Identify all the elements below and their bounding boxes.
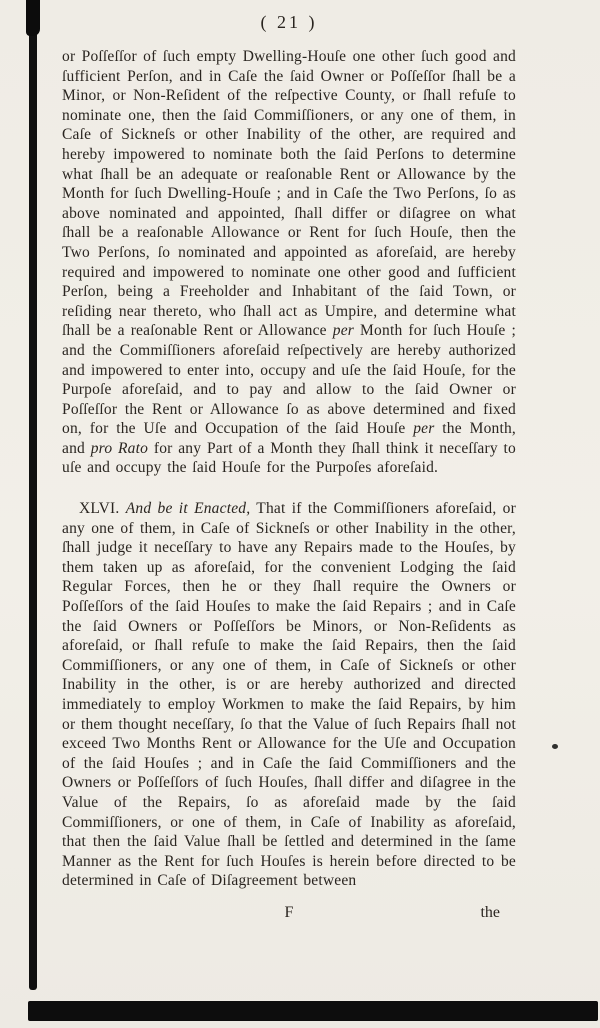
text-segment: or Poſſeſſor of ſuch empty Dwelling-Houſe one other ſuch good and ſufficient Perſon, and in Caſe the ſaid Owner or Poſſeſſor ſhall be a Minor, or Non-Reſident of the reſpective County, or ſhall refuſe to nominate one, then the ſaid Commiſſioners, or any one of them, in Caſe of Sickneſs or other Inability of the other, are required and hereby impowered to nominate both the ſaid Perſons to determine what ſhall be an adequate or reaſonable Rent or Allowance by the Month for ſuch Dwelling-Houſe ; and in Caſe the Two Perſons, ſo as above nominated and appointed, ſhall differ or diſagree on what ſhall be a reaſonable Allowance or Rent for ſuch Houſe, then the Two Perſons, ſo nominated and appointed as aforeſaid, are hereby required and impowered to nominate one other good and ſufficient Perſon, being a Freeholder and Inhabitant of the ſaid Town, or reſiding near thereto, who ſhall act as Umpire, and determine what ſhall be a reaſonable Rent or Allowance	[62, 48, 516, 340]
italic-text-segment: pro Rato	[90, 439, 149, 457]
text-body	[62, 47, 516, 891]
text-segment: for any Part of a Month they ſhall think it neceſſary to uſe and occupy the ſaid Houſe for the Purpoſes aforeſaid.	[62, 439, 516, 477]
page-number: ( 21 )	[260, 12, 318, 32]
paragraph	[62, 499, 516, 891]
signature-mark: F	[284, 903, 294, 921]
text-segment: XLVI.	[79, 500, 126, 518]
scan-artifact-left-bar	[29, 0, 37, 990]
footer-line	[62, 904, 516, 926]
catchword: the	[480, 903, 500, 921]
text-segment: That if the Commiſſioners aforeſaid, or any one of them, in Caſe of Sickneſs or other Inability in the other, ſhall judge it neceſſary to have any Repairs made to the Houſes, by them taken up as aforeſaid, for the convenient Lodging the ſaid Regular Forces, then he or they ſhall require the Owners or Poſſeſſors of the ſaid Houſes to make the ſaid Repairs ; and in Caſe the ſaid Owners or Poſſeſſors be Minors, or Non-Reſidents as aforeſaid, or ſhall refuſe to make the ſaid Repairs, then the ſaid Commiſſioners, or any one of them, in Caſe of Sickneſs or other Inability in the other, is or are hereby authorized and directed immediately to employ Workmen to make the ſaid Repairs, by him or them thought neceſſary, ſo that the Value of ſuch Repairs ſhall not exceed Two Months Rent or Allowance for the Uſe and Occupation of the ſaid Houſes ; and in Caſe the ſaid Commiſſioners and the Owners or Poſſeſſors of ſuch Houſes, ſhall differ and diſagree in the Value of the Repairs, ſo as aforeſaid made by the ſaid Commiſſioners, or one of them, in Caſe of Inability as aforeſaid, that then the ſaid Value ſhall be ſettled and determined in the ſame Manner as the Rent for ſuch Houſes is herein before directed to be determined in Caſe of Diſagreement between	[62, 500, 516, 890]
text-column	[62, 12, 516, 926]
italic-text-segment: per	[332, 322, 355, 340]
italic-text-segment: per	[413, 420, 435, 438]
text-segment: Month for ſuch Houſe ; and the Commiſſioners aforeſaid reſpectively are hereby authorized and impowered to enter into, occupy and uſe the ſaid Houſe, for the Purpoſe aforeſaid, and to pay and allow to the ſaid Owner or Poſſeſſor the Rent or Allowance ſo as above determined and fixed on, for the Uſe and Occupation of the ſaid Houſe	[62, 322, 516, 438]
paragraph	[62, 47, 516, 478]
scan-artifact-corner-blob	[26, 0, 40, 36]
scan-artifact-ink-dot	[552, 744, 558, 749]
text-segment: the Month, and	[62, 420, 517, 457]
scan-artifact-bottom-bar	[28, 1001, 598, 1021]
italic-text-segment: And be it Enacted,	[125, 500, 251, 518]
